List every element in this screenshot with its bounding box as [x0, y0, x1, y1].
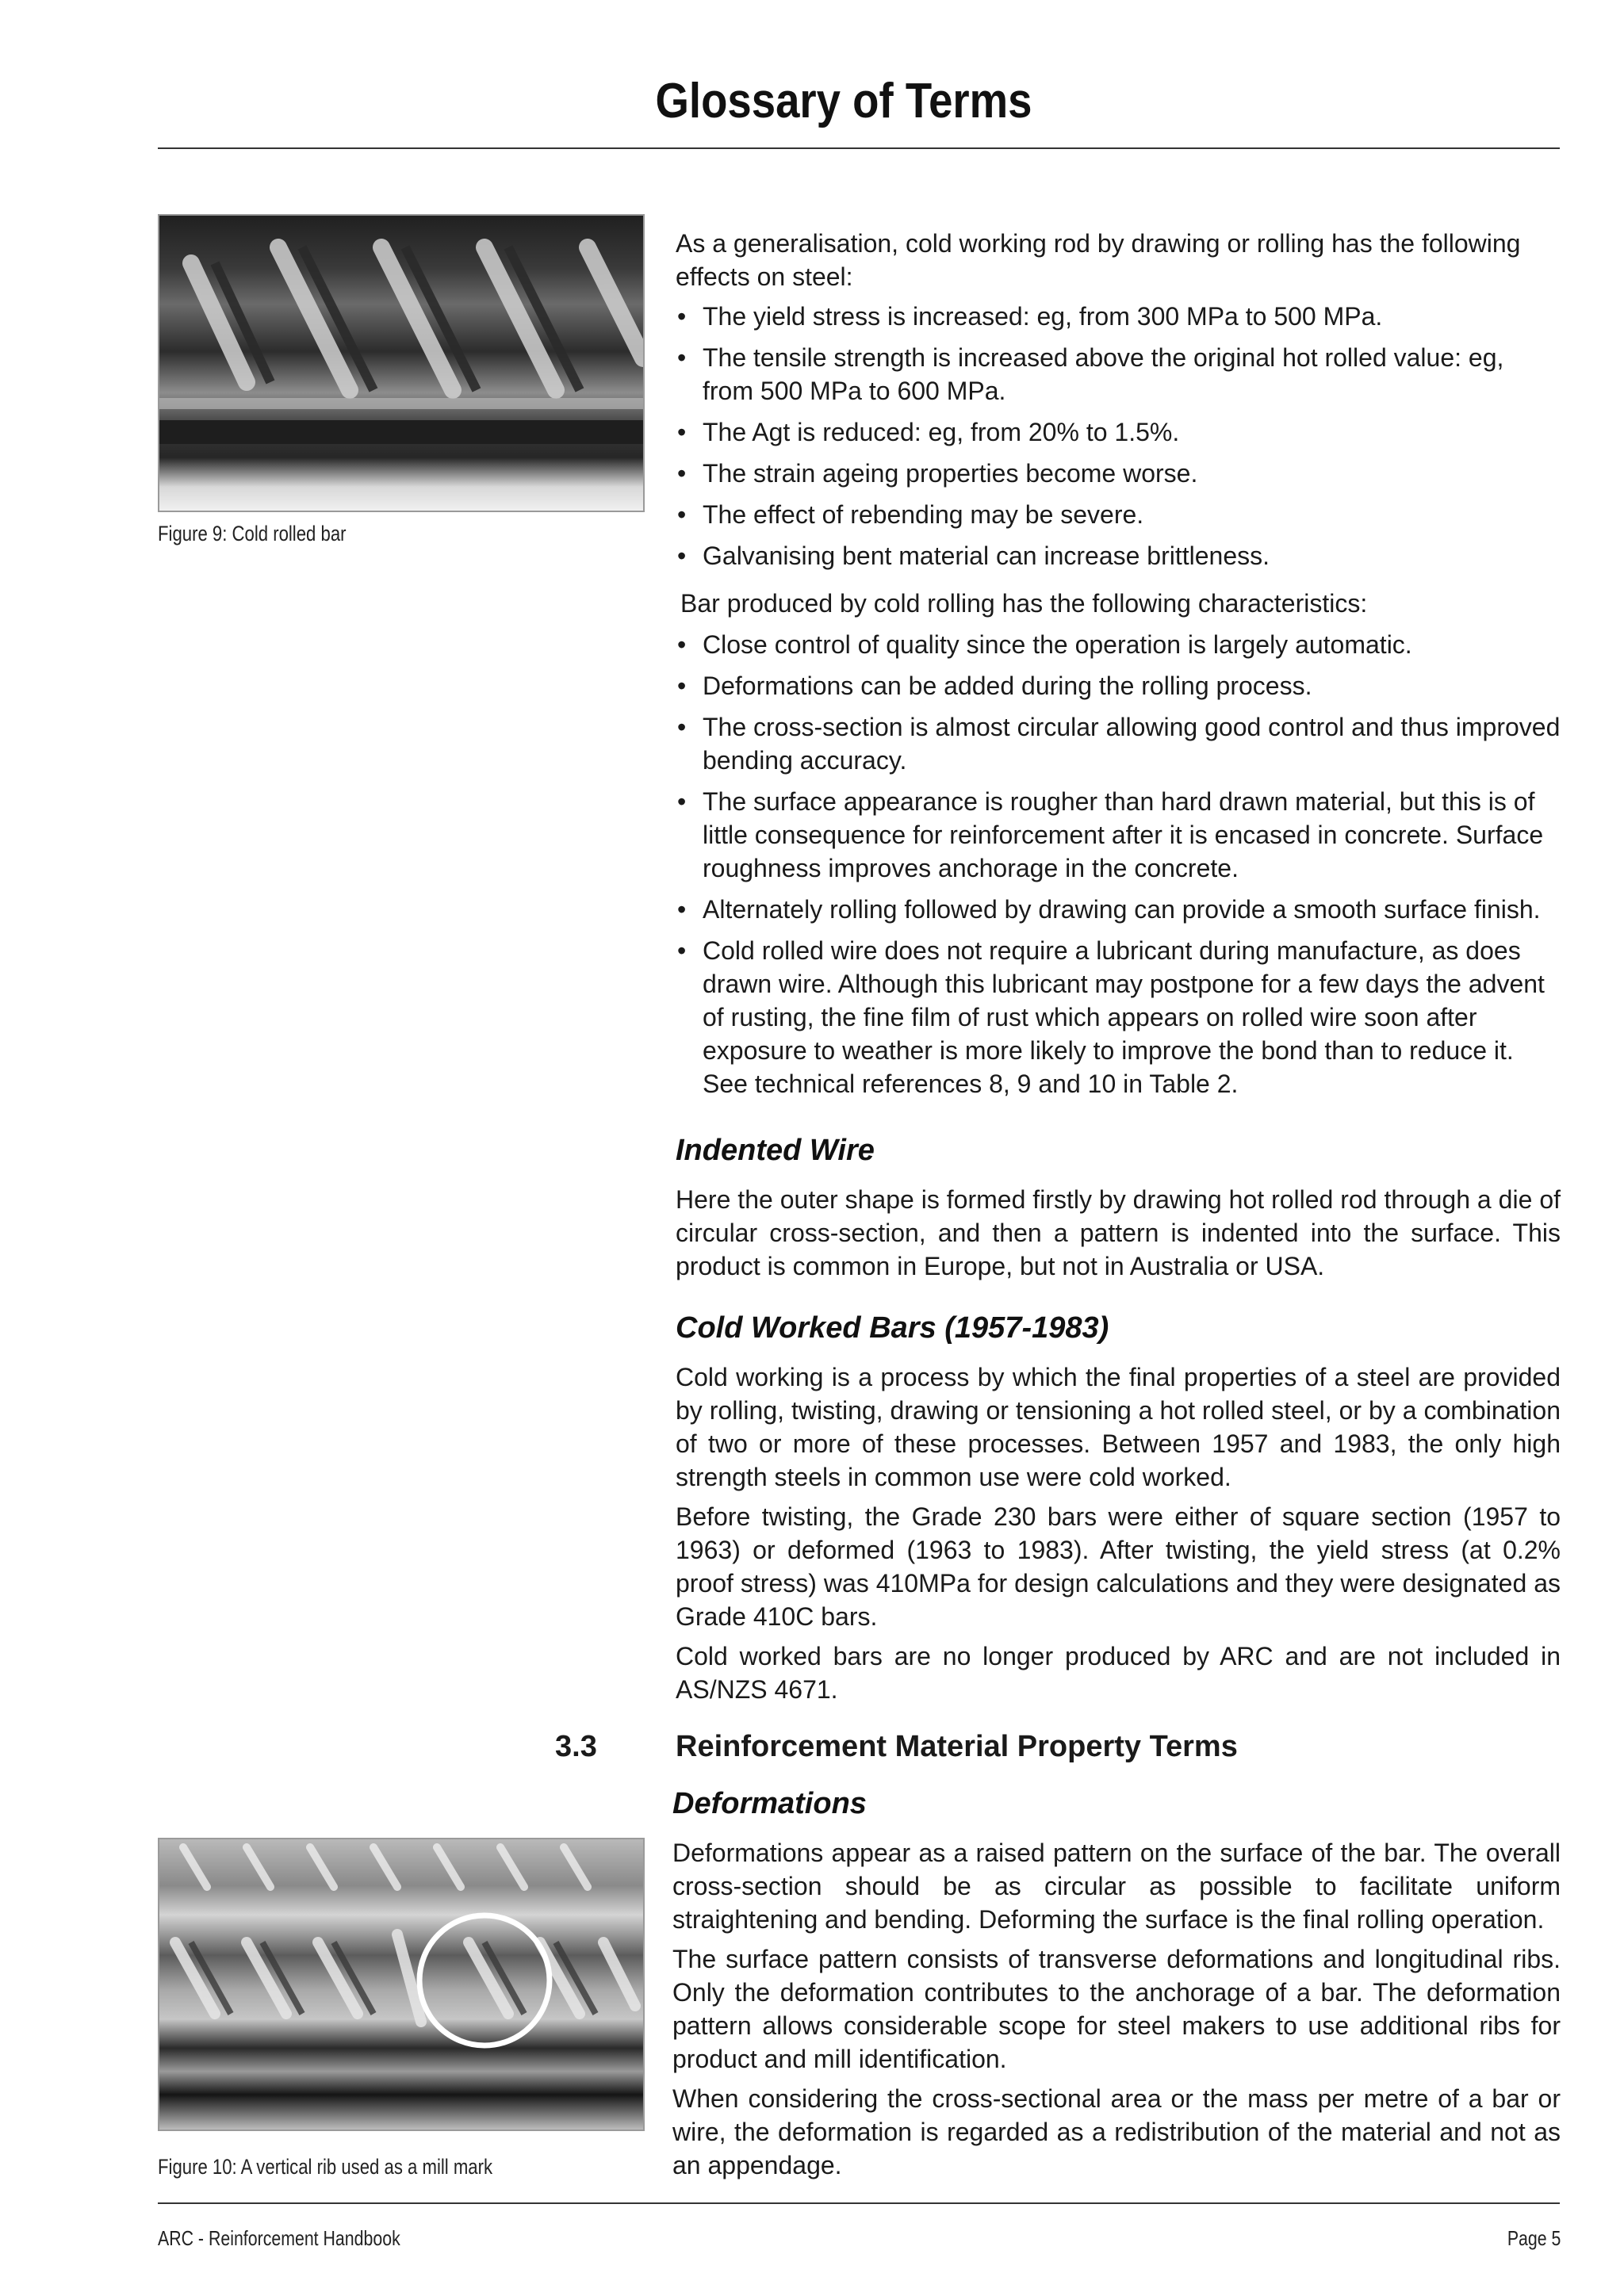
deformations-text-block — [672, 1836, 1561, 2182]
deformations-paragraph: When considering the cross-sectional area or the mass per metre of a bar or wire, the deformation is regarded as a redistribution of the material and not as an appendage. — [672, 2084, 1561, 2179]
cold-working-intro: As a generalisation, cold working rod by drawing or rolling has the following effects on steel: — [676, 229, 1521, 291]
deformations-paragraph: The surface pattern consists of transverse deformations and longitudinal ribs. Only the deformation contributes to the anchorage of a bar. The deformation pattern allows considerable scope for steel makers to use additional ribs for product and mill identification. — [672, 1945, 1561, 2073]
section-title: Reinforcement Material Property Terms — [676, 1730, 1238, 1763]
header-rule — [158, 147, 1560, 149]
list-item: • The tensile strength is increased above the original hot rolled value: eg, from 500 MPa to 600 MPa. — [676, 341, 1561, 408]
cold-worked-bars-text-block — [676, 1360, 1561, 1706]
list-item: • Cold rolled wire does not require a lubricant during manufacture, as does drawn wire. Although this lubricant may postpone for a few days the advent of rusting, the fine film of rust which appears on rolled wire soon after exposure to weather is more likely to improve the bond than to reduce it. See technical references 8, 9 and 10 in Table 2. — [676, 934, 1561, 1100]
cold-working-effects-block — [676, 227, 1561, 580]
deformations-heading: Deformations — [672, 1787, 867, 1820]
list-item: • The yield stress is increased: eg, from 300 MPa to 500 MPa. — [676, 300, 1561, 333]
list-item: • The strain ageing properties become worse. — [676, 457, 1561, 490]
list-item: • Close control of quality since the operation is largely automatic. — [676, 628, 1561, 661]
figure-cold-rolled-bar — [158, 214, 645, 512]
cold-worked-bars-heading: Cold Worked Bars (1957-1983) — [676, 1311, 1109, 1345]
cold-working-effects-list — [676, 300, 1561, 572]
list-item: • The surface appearance is rougher than hard drawn material, but this is of little consequence for reinforcement after it is encased in concrete. Surface roughness improves anchorage in the concrete. — [676, 785, 1561, 885]
list-item: • Deformations can be added during the rolling process. — [676, 669, 1561, 702]
figure-mill-mark — [158, 1838, 645, 2131]
mill-mark-bar-image — [159, 1839, 643, 2130]
list-item: • The cross-section is almost circular allowing good control and thus improved bending accuracy. — [676, 710, 1561, 777]
indented-wire-heading: Indented Wire — [676, 1134, 875, 1167]
list-item: • The Agt is reduced: eg, from 20% to 1.5%. — [676, 415, 1561, 449]
indented-wire-text-block — [676, 1183, 1561, 1283]
cold-worked-bars-paragraph: Cold worked bars are no longer produced by ARC and are not included in AS/NZS 4671. — [676, 1642, 1561, 1704]
cold-rolled-bar-image — [159, 216, 643, 511]
list-item: • Alternately rolling followed by drawing can provide a smooth surface finish. — [676, 893, 1561, 926]
page-title: Glossary of Terms — [655, 74, 1032, 128]
cold-rolling-characteristics-list — [676, 628, 1561, 1100]
cold-rolling-intro: Bar produced by cold rolling has the following characteristics: — [680, 589, 1368, 618]
footer-rule — [158, 2202, 1560, 2204]
page-number: Page 5 — [1507, 2226, 1561, 2250]
footer-publication: ARC - Reinforcement Handbook — [158, 2226, 400, 2250]
list-item: • The effect of rebending may be severe. — [676, 498, 1561, 531]
list-item: • Galvanising bent material can increase brittleness. — [676, 539, 1561, 572]
figure-10-caption: Figure 10: A vertical rib used as a mill mark — [158, 2155, 493, 2179]
figure-9-caption: Figure 9: Cold rolled bar — [158, 522, 347, 545]
cold-worked-bars-paragraph: Cold working is a process by which the final properties of a steel are provided by rolling, twisting, drawing or tensioning a hot rolled steel, or by a combination of two or more of these processes. Between 1957 and 1983, the only high strength steels in common use were cold worked. — [676, 1363, 1561, 1491]
deformations-paragraph: Deformations appear as a raised pattern on the surface of the bar. The overall cross-section should be as circular as possible to facilitate uniform straightening and bending. Deforming the surface is the final rolling operation. — [672, 1839, 1561, 1934]
cold-worked-bars-paragraph: Before twisting, the Grade 230 bars were either of square section (1957 to 1963) or deformed (1963 to 1983). After twisting, the yield stress (at 0.2% proof stress) was 410MPa for design calculations and they were designated as Grade 410C bars. — [676, 1502, 1561, 1631]
section-number: 3.3 — [555, 1730, 597, 1763]
cold-rolling-characteristics-block — [676, 587, 1561, 1108]
indented-wire-text: Here the outer shape is formed firstly by drawing hot rolled rod through a die of circular cross-section, and then a pattern is indented into the surface. This product is common in Europe, but not in Australia or USA. — [676, 1185, 1561, 1280]
